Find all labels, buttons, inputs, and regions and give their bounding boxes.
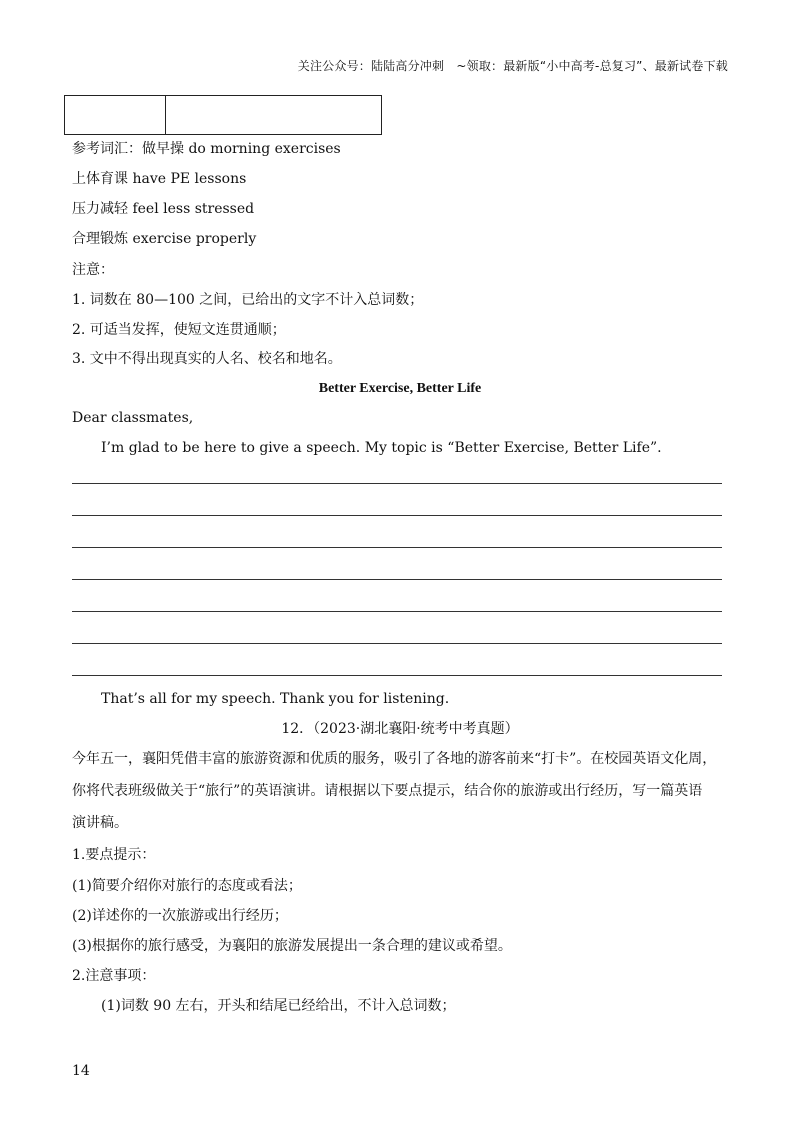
writing-line bbox=[72, 547, 722, 548]
essay-opening: I’m glad to be here to give a speech. My topic is “Better Exercise, Better Life”. bbox=[101, 440, 662, 456]
point-item: (2)详述你的一次旅游或出行经历； bbox=[72, 908, 288, 924]
vocab-item: 合理锻炼 exercise properly bbox=[72, 231, 257, 247]
writing-line bbox=[72, 515, 722, 516]
table-divider bbox=[165, 96, 166, 134]
question-heading: 12．（2023·湖北襄阳·统考中考真题） bbox=[281, 721, 519, 737]
essay-closing: That’s all for my speech. Thank you for listening. bbox=[101, 691, 450, 707]
essay-greeting: Dear classmates, bbox=[72, 410, 194, 426]
vocab-label: 参考词汇：做早操 do morning exercises bbox=[72, 141, 341, 157]
note-item: 1. 词数在 80—100 之间，已给出的文字不计入总词数； bbox=[72, 292, 424, 308]
question-paragraph-line: 你将代表班级做关于“旅行”的英语演讲。请根据以下要点提示，结合你的旅游或出行经历，写一篇英语 bbox=[72, 783, 703, 799]
essay-title: Better Exercise, Better Life bbox=[318, 381, 482, 396]
notice-item: (1)词数 90 左右，开头和结尾已经给出，不计入总词数； bbox=[101, 998, 456, 1014]
point-item: (3)根据你的旅行感受，为襄阳的旅游发展提出一条合理的建议或希望。 bbox=[72, 938, 512, 954]
page-header: 关注公众号：陆陆高分冲刺 ~领取：最新版“小中高考-总复习”、最新试卷下载 bbox=[297, 59, 728, 73]
writing-line bbox=[72, 675, 722, 676]
point-item: (1)简要介绍你对旅行的态度或看法； bbox=[72, 878, 302, 894]
writing-line bbox=[72, 483, 722, 484]
question-paragraph-line: 演讲稿。 bbox=[72, 815, 128, 831]
writing-line bbox=[72, 643, 722, 644]
writing-line bbox=[72, 611, 722, 612]
writing-line bbox=[72, 579, 722, 580]
notes-title-2: 2.注意事项： bbox=[72, 968, 156, 984]
vocab-item: 上体育课 have PE lessons bbox=[72, 171, 247, 187]
points-title: 1.要点提示： bbox=[72, 847, 156, 863]
notes-title: 注意： bbox=[72, 262, 114, 278]
note-item: 2. 可适当发挥，使短文连贯通顺； bbox=[72, 322, 286, 338]
question-paragraph-line: 今年五一，襄阳凭借丰富的旅游资源和优质的服务，吸引了各地的游客前来“打卡”。在校园英语文化周， bbox=[72, 751, 717, 767]
vocab-item: 压力减轻 feel less stressed bbox=[72, 201, 255, 217]
page-number: 14 bbox=[72, 1063, 90, 1079]
note-item: 3. 文中不得出现真实的人名、校名和地名。 bbox=[72, 351, 342, 367]
answer-table bbox=[64, 95, 382, 135]
